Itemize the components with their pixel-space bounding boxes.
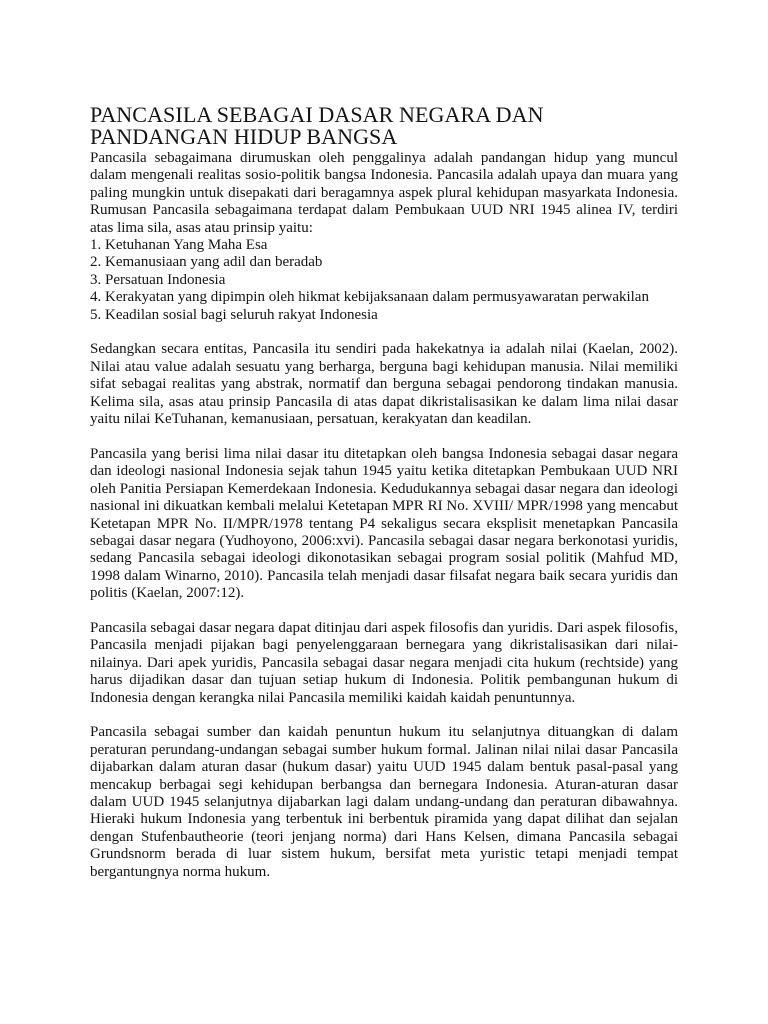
paragraph-nilai: Sedangkan secara entitas, Pancasila itu sendiri pada hakekatnya ia adalah nilai (Kaelan, 2002). Nilai atau value adalah sesuatu yang berharga, berguna bagi kehidupan manusia. Nilai memiliki sifat sebagai realitas yang abstrak, normatif dan berguna sebagai pendorong tindakan manusia. Kelima sila, asas atau prinsip Pancasila di atas dapat dikristalisasikan ke dalam lima nilai dasar yaitu nilai KeTuhanan, kemanusiaan, persatuan, kerakyatan dan keadilan. [90, 341, 678, 428]
paragraph-dasar-negara: Pancasila yang berisi lima nilai dasar itu ditetapkan oleh bangsa Indonesia sebagai dasar negara dan ideologi nasional Indonesia sejak tahun 1945 yaitu ketika ditetapkan Pembukaan UUD NRI oleh Panitia Persiapan Kemerdekaan Indonesia. Kedudukannya sebagai dasar negara dan ideologi nasional ini dikuatkan kembali melalui Ketetapan MPR RI No. XVIII/ MPR/1998 yang mencabut Ketetapan MPR No. II/MPR/1978 tentang P4 sekaligus secara eksplisit menetapkan Pancasila sebagai dasar negara (Yudhoyono, 2006:xvi). Pancasila sebagai dasar negara berkonotasi yuridis, sedang Pancasila sebagai ideologi dikonotasikan sebagai program sosial politik (Mahfud MD, 1998 dalam Winarno, 2010). Pancasila telah menjadi dasar filsafat negara baik secara yuridis dan politis (Kaelan, 2007:12). [90, 445, 678, 602]
list-item: 3. Persatuan Indonesia [90, 271, 226, 288]
paragraph-spacer [90, 707, 678, 724]
paragraph-spacer [90, 428, 678, 445]
paragraph-spacer [90, 603, 678, 620]
intro-paragraph: Pancasila sebagaimana dirumuskan oleh penggalinya adalah pandangan hidup yang muncul dalam mengenali realitas sosio-politik bangsa Indonesia. Pancasila adalah upaya dan muara yang paling mungkin untuk disepakati dari beragamnya aspek plural kehidupan masyarkata Indonesia. Rumusan Pancasila sebagaimana terdapat dalam Pembukaan UUD NRI 1945 alinea IV, terdiri atas lima sila, asas atau prinsip yaitu: [90, 150, 678, 236]
paragraph-sumber-hukum: Pancasila sebagai sumber dan kaidah penuntun hukum itu selanjutnya dituangkan di dalam peraturan perundang-undangan sebagai sumber hukum formal. Jalinan nilai nilai dasar Pancasila dijabarkan dalam aturan dasar (hukum dasar) yaitu UUD 1945 dalam bentuk pasal-pasal yang mencakup berbagai segi kehidupan berbangsa dan bernegara Indonesia. Aturan-aturan dasar dalam UUD 1945 selanjutnya dijabarkan lagi dalam undang-undang dan peraturan dibawahnya. Hieraki hukum Indonesia yang terbentuk ini berbentuk piramida yang dapat dilihat dan sejalan dengan Stufenbautheorie (teori jenjang norma) dari Hans Kelsen, dimana Pancasila sebagai Grundsnorm berada di luar sistem hukum, bersifat meta yuristic tetapi menjadi tempat bergantungnya norma hukum. [90, 724, 678, 880]
document-title: PANCASILA SEBAGAI DASAR NEGARA DAN PANDANGAN HIDUP BANGSA [90, 102, 544, 149]
paragraph-spacer [90, 324, 678, 341]
paragraph-aspek: Pancasila sebagai dasar negara dapat ditinjau dari aspek filosofis dan yuridis. Dari aspek filosofis, Pancasila menjadi pijakan bagi penyelenggaraan bernegara yang dikristalisasikan dari nilai-nilainya. Dari apek yuridis, Pancasila sebagai dasar negara menjadi cita hukum (rechtside) yang harus dijadikan dasar dan tujuan setiap hukum di Indonesia. Politik pembangunan hukum di Indonesia dengan kerangka nilai Pancasila memiliki kaidah kaidah penuntunnya. [90, 619, 678, 706]
list-item: 1. Ketuhanan Yang Maha Esa [90, 237, 268, 254]
list-item: 5. Keadilan sosial bagi seluruh rakyat Indonesia [90, 306, 378, 323]
list-item: 4. Kerakyatan yang dipimpin oleh hikmat kebijaksanaan dalam permusyawaratan perwakilan [90, 289, 649, 306]
sila-list [90, 237, 678, 324]
document-page [90, 104, 678, 881]
list-item: 2. Kemanusiaan yang adil dan beradab [90, 254, 323, 271]
